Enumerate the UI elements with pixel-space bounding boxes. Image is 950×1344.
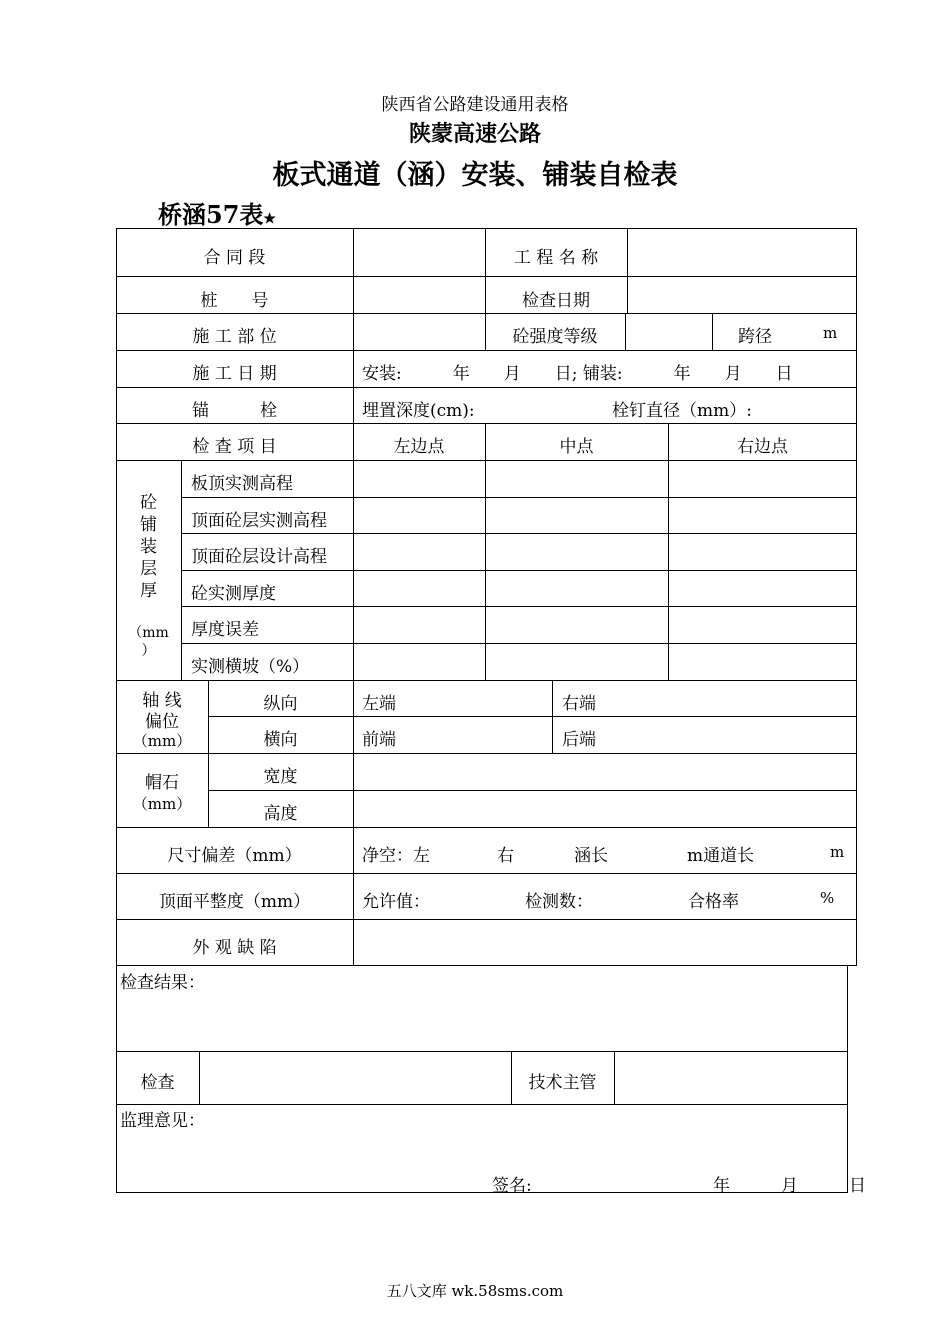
form-number-text: 桥涵57表 [158, 200, 264, 229]
construction-part-label: 施 工 部 位 [192, 327, 277, 347]
check-count-label: 检测数： [525, 892, 593, 912]
signature-date: 年 月 日 [713, 1176, 866, 1196]
cap-width-label: 宽度 [263, 767, 298, 787]
axis-label: 偏位 [145, 712, 179, 732]
inspector-field[interactable] [200, 1052, 510, 1103]
contract-label: 合 同 段 [203, 248, 266, 268]
back-end-label: 后端 [562, 730, 596, 750]
pavement-group-char: 层 [140, 559, 157, 579]
project-name: 陕蒙高速公路 [408, 122, 541, 147]
tech-supervisor-label: 技术主管 [528, 1073, 597, 1093]
axis-unit: （mm） [132, 732, 192, 750]
front-end-label: 前端 [362, 730, 396, 750]
pavement-group-unit: （mm [128, 625, 169, 641]
cap-unit: （mm） [132, 795, 192, 813]
net-clearance-left: 净空：左 [362, 846, 430, 866]
cap-label: 帽石 [145, 773, 179, 793]
net-clearance-right: 右 [497, 846, 514, 866]
cap-width-field[interactable] [354, 754, 856, 789]
form-number [158, 195, 276, 230]
star-icon: ★ [263, 211, 276, 227]
check-items-label: 检 查 项 目 [192, 437, 277, 457]
pavement-group-char: 砼 [140, 493, 157, 513]
passage-length-label: m通道长 [687, 846, 755, 866]
cap-height-field[interactable] [354, 791, 856, 826]
check-result-field[interactable] [117, 990, 846, 1050]
flatness-label: 顶面平整度（mm） [158, 892, 311, 912]
bolt-diameter-label: 栓钉直径（mm）: [612, 401, 752, 421]
pass-rate-label: 合格率 [688, 892, 739, 912]
pavement-group-unit: ） [141, 643, 156, 659]
inspector-label: 检查 [140, 1073, 175, 1093]
station-field[interactable] [354, 277, 484, 312]
construction-date-label: 施 工 日 期 [192, 364, 277, 384]
contract-field[interactable] [354, 229, 484, 275]
concrete-grade-field[interactable] [626, 314, 711, 349]
anchor-label: 锚 栓 [192, 401, 277, 421]
right-point-header: 右边点 [737, 437, 788, 457]
construction-date-value[interactable]: 安装: 年 月 日; 铺装: 年 月 日 [362, 364, 793, 384]
pavement-item: 顶面砼层实测高程 [191, 511, 327, 531]
allowed-value-label: 允许值： [362, 892, 430, 912]
left-end-label: 左端 [362, 694, 396, 714]
pass-rate-unit: % [820, 889, 835, 907]
span-label: 跨径 [738, 327, 772, 347]
transverse-label: 横向 [263, 730, 298, 750]
footer-watermark: 五八文库 wk.58sms.com [386, 1282, 564, 1300]
form-subtitle: 陕西省公路建设通用表格 [381, 95, 569, 115]
station-label: 桩 号 [200, 291, 269, 311]
span-unit: m [823, 324, 838, 342]
construction-part-field[interactable] [354, 314, 484, 349]
check-date-label: 检查日期 [522, 291, 590, 311]
appearance-defect-field[interactable] [354, 920, 856, 965]
embed-depth-label: 埋置深度(cm): [362, 401, 475, 421]
pavement-item: 砼实测厚度 [191, 584, 276, 604]
passage-length-unit: m [830, 843, 845, 861]
pavement-group-char: 装 [140, 537, 157, 557]
page-title: 板式通道（涵）安装、铺装自检表 [272, 160, 678, 191]
pavement-group-char: 厚 [140, 581, 157, 601]
right-end-label: 右端 [562, 694, 596, 714]
signature-label: 签名: [492, 1176, 532, 1196]
mid-point-header: 中点 [559, 437, 594, 457]
pavement-item: 实测横坡（%） [191, 657, 310, 677]
size-deviation-label: 尺寸偏差（mm） [167, 846, 302, 866]
pavement-item: 厚度误差 [191, 620, 259, 640]
longitudinal-label: 纵向 [263, 694, 298, 714]
appearance-defect-label: 外 观 缺 陷 [192, 938, 277, 958]
axis-label: 轴 线 [142, 691, 182, 711]
tech-supervisor-field[interactable] [615, 1052, 846, 1103]
check-date-field[interactable] [628, 277, 856, 312]
pavement-item: 顶面砼层设计高程 [191, 547, 327, 567]
concrete-grade-label: 砼强度等级 [512, 327, 598, 347]
pavement-group-char: 铺 [140, 515, 157, 535]
check-result-label: 检查结果： [120, 973, 205, 993]
left-point-header: 左边点 [393, 437, 445, 457]
project-name-label: 工 程 名 称 [513, 248, 599, 268]
cap-height-label: 高度 [263, 804, 298, 824]
project-name-field[interactable] [628, 229, 856, 275]
culvert-length-label: 涵长 [574, 846, 608, 866]
pavement-item: 板顶实测高程 [191, 474, 293, 494]
supervision-opinion-label: 监理意见： [120, 1111, 205, 1131]
